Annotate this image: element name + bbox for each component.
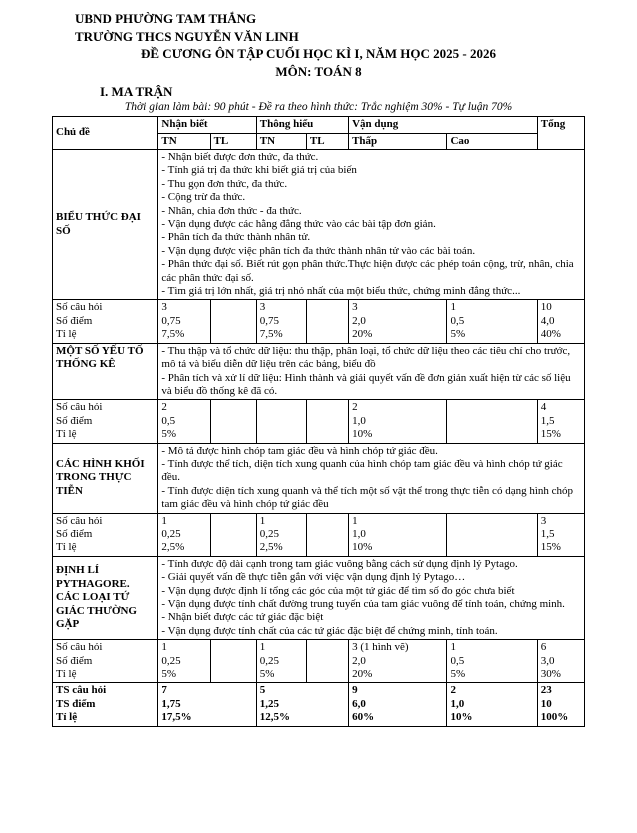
- stat-value: 15%: [540, 428, 561, 441]
- col-header-thap: Thấp: [349, 133, 447, 149]
- stat-label: Tỉ lệ: [56, 428, 77, 441]
- topic-name-cell: MỘT SỐ YẾU TỐ THỐNG KÊ: [53, 343, 158, 400]
- stat-value-cell: [210, 640, 256, 683]
- stat-value: 1,5: [540, 527, 555, 540]
- total-value: 60%: [352, 711, 375, 724]
- subject-line: MÔN: TOÁN 8: [275, 63, 362, 79]
- total-value: 10%: [450, 711, 473, 724]
- stat-labels-cell: [53, 513, 158, 556]
- total-value: 5: [259, 684, 266, 697]
- stat-label: Số điểm: [56, 314, 93, 327]
- stat-labels-cell: [53, 300, 158, 343]
- stat-value: 1: [161, 641, 167, 654]
- col-header-thong-hieu: Thông hiểu: [256, 117, 348, 133]
- total-label: TS điểm: [56, 697, 96, 710]
- stat-value-cell: [256, 640, 306, 683]
- stat-value: 0,5: [450, 654, 465, 667]
- col-header-tong: Tổng: [537, 117, 584, 150]
- stat-value: 1,0: [352, 414, 366, 427]
- total-value: 12,5%: [259, 711, 290, 724]
- stat-value-cell: [210, 300, 256, 343]
- stat-value-cell: [158, 400, 210, 443]
- stat-value: 3: [161, 301, 167, 314]
- content-line: - Thu thập và tổ chức dữ liệu: thu thập, phân loại, tổ chức dữ liệu theo các tiêu chí cho trước, mô tả và biểu diễn dữ liệu trên các bảng, biểu đồ: [161, 344, 571, 371]
- stat-value-cell: [306, 513, 348, 556]
- stat-value: 10%: [352, 428, 373, 441]
- content-line: - Tính được diện tích xung quanh và thể tích một số vật thể trong thực tiễn có dạng hình chóp tam giác đều và hình chóp tứ giác đều: [161, 484, 574, 511]
- topic-row-hinh-khoi: [53, 443, 585, 513]
- topic-content-cell: [158, 150, 585, 300]
- topic-name-cell: BIỂU THỨC ĐẠI SỐ: [53, 150, 158, 300]
- total-value: 1,0: [450, 697, 465, 710]
- content-line: - Nhận biết được các tứ giác đặc biệt: [161, 611, 324, 624]
- stat-value-cell: [256, 400, 306, 443]
- stat-label: Tỉ lệ: [56, 541, 77, 554]
- totals-value-cell-tong: [537, 683, 584, 726]
- stat-label: Số điểm: [56, 654, 93, 667]
- stat-value: 5%: [161, 668, 177, 681]
- school-name-line: TRƯỜNG THCS NGUYỄN VĂN LINH: [75, 28, 299, 44]
- stat-value: 2,5%: [259, 541, 283, 554]
- topic-name-cell: CÁC HÌNH KHỐI TRONG THỰC TIỄN: [53, 443, 158, 513]
- stat-value: 2: [161, 401, 167, 414]
- stat-value: 1: [450, 641, 456, 654]
- stat-value: 1: [450, 301, 456, 314]
- total-value: 9: [352, 684, 358, 697]
- stat-value: 30%: [540, 668, 561, 681]
- stat-value-cell: [306, 300, 348, 343]
- totals-row: [53, 683, 585, 726]
- stat-value: 0,5: [161, 414, 176, 427]
- stat-value: 20%: [352, 668, 373, 681]
- matrix-table: [52, 116, 585, 726]
- document-title: ĐỀ CƯƠNG ÔN TẬP CUỐI HỌC KÌ I, NĂM HỌC 2025 - 2026: [141, 46, 496, 62]
- stat-value: 0,75: [161, 314, 181, 327]
- stat-value: 3,0: [540, 654, 555, 667]
- stat-value: 6: [540, 641, 547, 654]
- content-line: - Nhân, chia đơn thức - đa thức.: [161, 204, 302, 217]
- stat-value: 1: [259, 641, 266, 654]
- content-line: - Nhận biết được đơn thức, đa thức.: [161, 151, 319, 163]
- stat-value: 1,0: [352, 527, 366, 540]
- topic-row-thong-ke: [53, 343, 585, 400]
- stat-value: 0,25: [259, 654, 279, 667]
- stat-value: 2,0: [352, 314, 366, 327]
- content-line: - Mô tả được hình chóp tam giác đều và hình chóp tứ giác đều.: [161, 444, 438, 457]
- stat-value: 2,0: [352, 654, 366, 667]
- exam-info-line: Thời gian làm bài: 90 phút - Đề ra theo hình thức: Trắc nghiệm 30% - Tự luận 70%: [124, 101, 513, 114]
- stat-value: 2,5%: [161, 541, 185, 554]
- stat-value: 0,25: [161, 527, 181, 540]
- total-value: 6,0: [352, 697, 366, 710]
- stat-value: 20%: [352, 328, 373, 341]
- stat-value-cell: [306, 640, 348, 683]
- col-header-tn-nhan-biet: TN: [158, 133, 210, 149]
- content-line: - Tìm giá trị lớn nhất, giá trị nhỏ nhất của một biểu thức, chứng minh đẳng thức...: [161, 285, 521, 298]
- stat-labels-cell: [53, 400, 158, 443]
- col-header-chu-de: Chủ đề: [53, 117, 158, 150]
- col-header-nhan-biet: Nhận biết: [158, 117, 256, 133]
- total-value: 1,75: [161, 697, 181, 710]
- section-title-ma-tran: I. MA TRẬN: [100, 84, 173, 100]
- col-header-van-dung: Vận dụng: [349, 117, 538, 133]
- stat-value-cell: [349, 513, 447, 556]
- total-value: 7: [161, 684, 167, 697]
- total-value: 23: [540, 684, 552, 697]
- topic-content-cell: [158, 343, 585, 400]
- content-line: - Vận dụng được định lí tổng các góc của một tứ giác để tìm số đo góc chưa biết: [161, 584, 515, 597]
- stat-value-cell: [158, 513, 210, 556]
- stat-value: 7,5%: [161, 328, 185, 341]
- stat-value: 40%: [540, 328, 561, 341]
- col-header-tl-nhan-biet: TL: [210, 133, 256, 149]
- topic-content-cell: [158, 443, 585, 513]
- stat-value-cell: [537, 300, 584, 343]
- stat-value-cell: [349, 400, 447, 443]
- topic-content-cell: [158, 556, 585, 639]
- stat-value-cell: [158, 640, 210, 683]
- topic-row-pythagore: [53, 556, 585, 639]
- content-line: - Giải quyết vấn đề thực tiễn gắn với việc vận dụng định lý Pytago…: [161, 571, 466, 584]
- stat-label: Số câu hỏi: [56, 401, 103, 414]
- content-line: - Vận dụng được tính chất của các tứ giác đặc biệt để chứng minh, tính toán.: [161, 624, 498, 637]
- stat-value: 10%: [352, 541, 373, 554]
- stat-value-cell: [447, 640, 537, 683]
- col-header-cao: Cao: [447, 133, 537, 149]
- stat-value-cell: [349, 640, 447, 683]
- stat-label: Tỉ lệ: [56, 668, 77, 681]
- stat-value: 0,75: [259, 314, 279, 327]
- stat-value-cell: [537, 513, 584, 556]
- stat-value: 7,5%: [259, 328, 283, 341]
- stat-value: 5%: [161, 428, 177, 441]
- stats-row: [53, 513, 585, 556]
- stat-value: 0,5: [450, 314, 465, 327]
- stat-value-cell: [349, 300, 447, 343]
- col-header-tn-thong-hieu: TN: [256, 133, 306, 149]
- stat-label: Số câu hỏi: [56, 641, 103, 654]
- stat-value: 4: [540, 401, 547, 414]
- total-label: TS câu hỏi: [56, 684, 107, 697]
- total-label: Tỉ lệ: [56, 711, 78, 724]
- stat-value: 4,0: [540, 314, 555, 327]
- stat-value-cell: [447, 400, 537, 443]
- stat-label: Số điểm: [56, 414, 93, 427]
- content-line: - Thu gọn đơn thức, đa thức.: [161, 177, 288, 190]
- stat-value-cell: [306, 400, 348, 443]
- topic-row-bieu-thuc-dai-so: [53, 150, 585, 300]
- content-line: - Tính được độ dài cạnh trong tam giác vuông bằng cách sử dụng định lý Pytago.: [161, 557, 518, 570]
- stat-value-cell: [158, 300, 210, 343]
- col-header-tl-thong-hieu: TL: [306, 133, 348, 149]
- stat-value: 5%: [450, 328, 466, 341]
- stat-value: 3 (1 hình vẽ): [352, 641, 409, 654]
- total-value: 100%: [540, 711, 569, 724]
- stat-value: 1: [259, 514, 266, 527]
- totals-value-cell-nhan-biet: [158, 683, 256, 726]
- stat-value: 0,25: [259, 527, 279, 540]
- stat-value: 3: [540, 514, 547, 527]
- content-line: - Phân tích và xử lí dữ liệu: Hình thành và giải quyết vấn đề đơn giản xuất hiện từ các số liệu và biểu đồ thống kê đã có.: [161, 371, 571, 397]
- stat-value: 5%: [450, 668, 466, 681]
- stat-value-cell: [256, 513, 306, 556]
- stat-label: Tỉ lệ: [56, 328, 77, 341]
- stat-value: 3: [352, 301, 358, 314]
- stat-value: 1: [161, 514, 167, 527]
- stat-value: 15%: [540, 541, 561, 554]
- total-value: 17,5%: [161, 711, 192, 724]
- stat-value-cell: [447, 300, 537, 343]
- totals-value-cell-thong-hieu: [256, 683, 348, 726]
- stats-row: [53, 640, 585, 683]
- stat-value-cell: [256, 300, 306, 343]
- stat-value: 0,25: [161, 654, 181, 667]
- totals-labels-cell: [53, 683, 158, 726]
- stat-value-cell: [210, 400, 256, 443]
- stats-row: [53, 300, 585, 343]
- content-line: - Tính giá trị đa thức khi biết giá trị của biến: [161, 164, 357, 177]
- content-line: - Vận dụng được việc phân tích đa thức thành nhân tử vào các bài toán.: [161, 244, 476, 257]
- stat-label: Số điểm: [56, 527, 93, 540]
- org-name-line: UBND PHƯỜNG TAM THẮNG: [75, 11, 257, 26]
- stat-label: Số câu hỏi: [56, 514, 103, 527]
- total-value: 10: [540, 697, 552, 710]
- stat-value-cell: [537, 640, 584, 683]
- content-line: - Phân thức đại số. Biết rút gọn phân thức.Thực hiện được các phép toán cộng, trừ, nhân, chia các phân thức đại số.: [161, 258, 574, 284]
- stat-value: 1,5: [540, 414, 555, 427]
- stats-row: [53, 400, 585, 443]
- stat-value-cell: [537, 400, 584, 443]
- content-line: - Phân tích đa thức thành nhân tử.: [161, 231, 311, 244]
- content-line: - Vận dụng được các hằng đẳng thức vào các bài tập đơn giản.: [161, 218, 436, 231]
- header-row-1: [53, 117, 585, 133]
- stat-value: 1: [352, 514, 358, 527]
- stat-label: Số câu hỏi: [56, 301, 103, 314]
- stat-value: 10: [540, 301, 552, 314]
- stat-value: 2: [352, 401, 358, 414]
- stat-value-cell: [210, 513, 256, 556]
- total-value: 1,25: [259, 697, 279, 710]
- content-line: - Cộng trừ đa thức.: [161, 191, 246, 204]
- totals-value-cell-cao: [447, 683, 537, 726]
- stat-value-cell: [447, 513, 537, 556]
- stat-value: 3: [259, 301, 266, 314]
- content-line: - Vận dụng được tính chất đường trung tuyến của tam giác vuông để tính toán, chứng minh.: [161, 598, 565, 610]
- total-value: 2: [450, 684, 456, 697]
- content-line: - Tính được thể tích, diện tích xung quanh của hình chóp tam giác đều và hình chóp tứ giác đều.: [161, 457, 563, 484]
- topic-name-cell: ĐỊNH LÍ PYTHAGORE. CÁC LOẠI TỨ GIÁC THƯỜNG GẶP: [53, 556, 158, 639]
- stat-labels-cell: [53, 640, 158, 683]
- totals-value-cell-thap: [349, 683, 447, 726]
- stat-value: 5%: [259, 668, 275, 681]
